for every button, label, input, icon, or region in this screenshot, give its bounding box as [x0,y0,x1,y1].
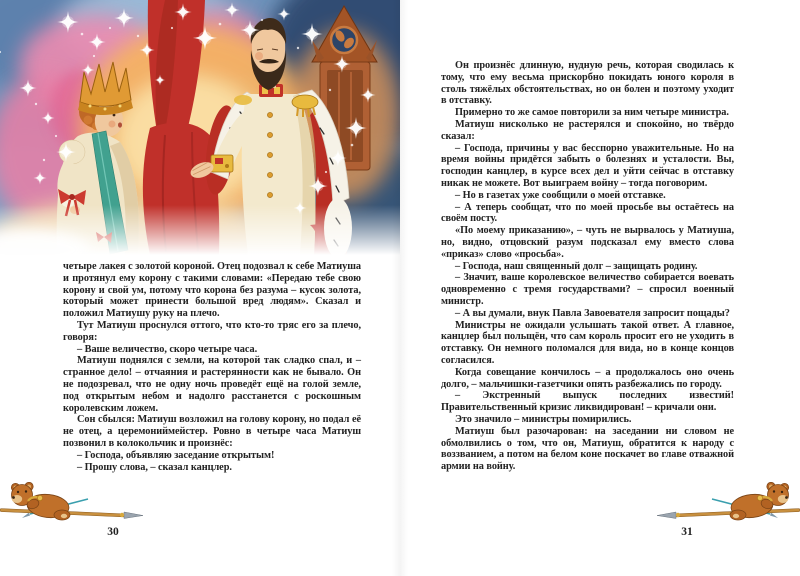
teddy-bear-lance-decoration-left [0,482,150,527]
paragraph: Матиуш нисколько не растерялся и спокойно, но твёрдо сказал: [441,118,734,142]
page-number-right: 31 [681,526,693,538]
paragraph: – Господа, причины у вас бесспорно уважительные. Но на время войны придётся забыть о болезнях и усталости. Вы, господин канцлер, в курсе всех дел и уйти сейчас в отставку никак не можете. Вот выиграем войну – тогда поговорим. [441,142,734,189]
teddy-bear-icon [730,482,789,520]
epaulette [292,95,318,109]
paragraph: «По моему приказанию», – чуть не вырвалось у Матиуша, но, видно, отцовский разум подсказал ему вместо слова «приказ» слово «просьба». [441,225,734,260]
paragraph: Сон сбылся: Матиуш возложил на голову корону, но подал её не отец, а церемониймейстер. Ровно в четыре часа Матиуш позвонил в колокольчик и произнёс: [63,414,361,449]
page-number-left: 30 [107,526,119,538]
teddy-bear-icon [11,482,70,520]
paragraph: – Ваше величество, скоро четыре часа. [77,343,258,355]
paragraph: Это значило – министры помирились. [455,413,632,425]
paragraph: – Значит, ваше королевское величество собирается воевать одновременно с тремя государствами? – спросил военный министр. [441,272,734,307]
paragraph: Министры не ожидали услышать такой ответ. А главное, канцлер был польщён, что сам король просит его не уходить в отставку. Он немного поломался для вида, но в конце концов согласился. [441,319,734,366]
paragraph: Тут Матиуш проснулся оттого, что кто-то тряс его за плечо, говоря: [63,319,361,343]
paragraph: Он произнёс длинную, нудную речь, которая сводилась к тому, что ему весьма прискорбно покидать юного короля в столь тяжёлых обстоятельствах, но он болен и поэтому уходит в отставку. [441,60,734,107]
teddy-bear-lance-decoration-right [650,482,800,527]
right-page-text [441,60,734,473]
paragraph: – Господа, наш священный долг – защищать родину. [455,260,698,272]
paragraph: Примерно то же самое повторили за ним четыре министра. [455,107,729,119]
paragraph: – А вы думали, внук Павла Завоевателя запросит пощады? [455,307,730,319]
paragraph: – А теперь сообщат, что по моей просьбе вы остаётесь на своём посту. [441,201,734,225]
paragraph: Матиуш поднялся с земли, на которой так сладко спал, и – странное дело! – отчаяния и растерянности как не бывало. Он не подозревал, что не одну ночь проведёт ещё на голой земле, под открытым небом и надолго расстанется с роскошным королевским ложем. [63,355,361,414]
paragraph: Матиуш был разочарован: на заседании ни словом не обмолвились о том, что он, Матиуш, обратится к народу с воззванием, а потом на белом коне поскачет во главе отважной армии на войну. [441,425,734,473]
watercolor-illustration [0,0,400,255]
paragraph: – Экстренный выпуск последних известий! Правительственный кризис ликвидирован! – кричали они. [441,390,734,414]
paragraph: – Но в газетах уже сообщили о моей отставке. [455,189,666,201]
left-page-text [63,261,361,473]
paragraph: Когда совещание кончилось – а продолжалось оно очень долго, – мальчишки-газетчики опять разбежались по городу. [441,366,734,390]
paragraph: четыре лакея с золотой короной. Отец подозвал к себе Матиуша и протянул ему корону с такими словами: «Передаю тебе свою корону и свой ум, потому что корона без разума – кусок золота, который может принести большой вред людям». Сказал и положил Матиушу руку на плечо. [63,261,361,320]
paragraph: – Господа, объявляю заседание открытым! [77,449,275,461]
paragraph: – Прошу слова, – сказал канцлер. [77,461,232,473]
